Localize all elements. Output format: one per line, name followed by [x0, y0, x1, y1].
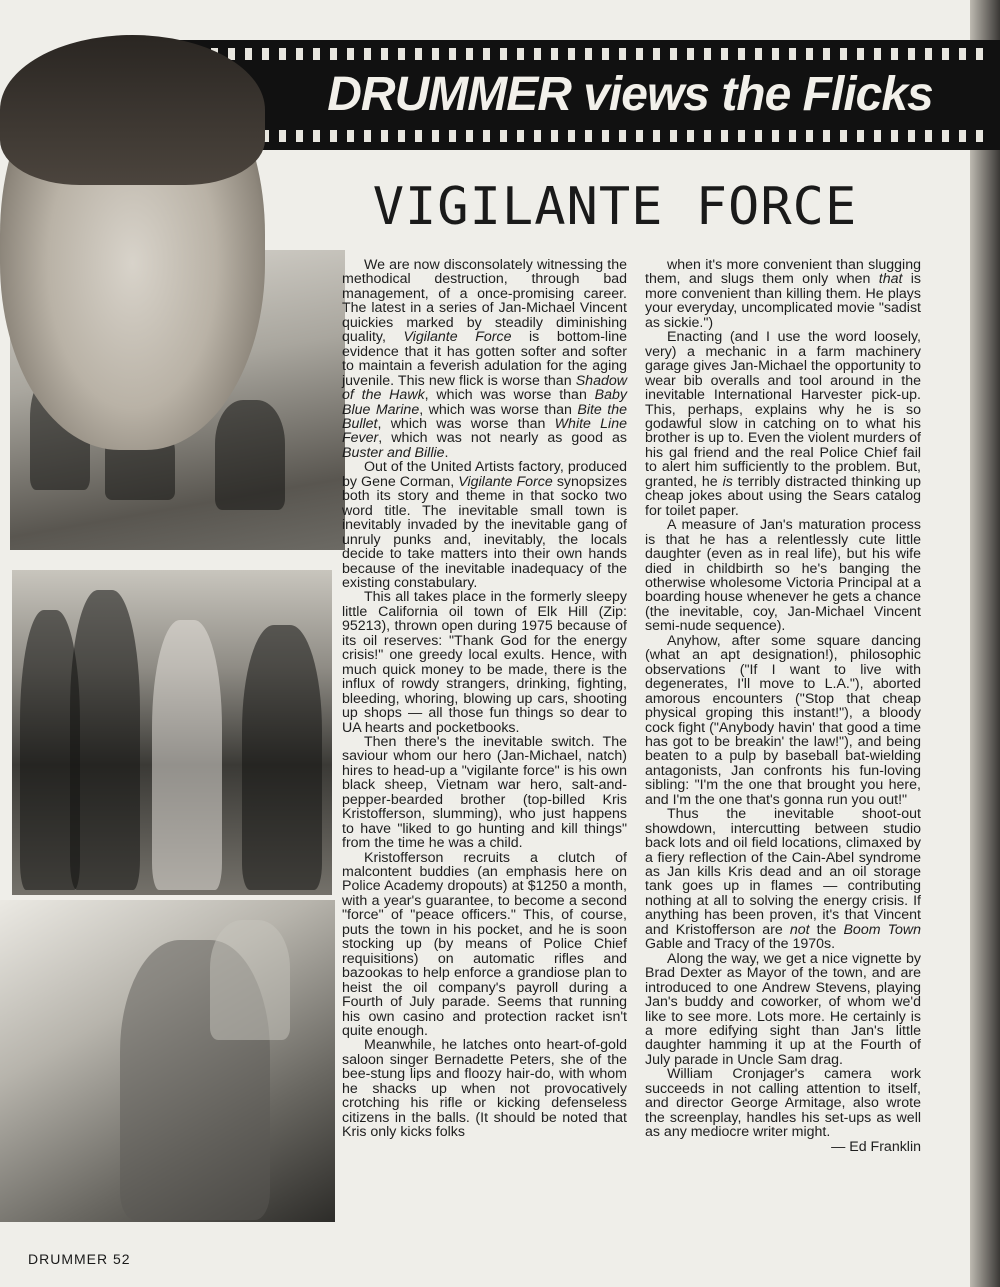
article-column-1 [342, 258, 627, 1140]
film-strip-header [150, 40, 1000, 150]
article-paragraph: William Cronjager's camera work succeeds in not calling attention to itself, and director George Armitage, also wrote the screenplay, handles his set-ups as well as any mediocre writer might. [645, 1066, 921, 1141]
article-column-2 [645, 258, 921, 1154]
article-paragraph: Then there's the inevitable switch. The saviour whom our hero (Jan-Michael, natch) hires to head-up a "vigilante force" is his own black sheep, Vietnam war hero, salt-and-pepper-bearded brother (top-billed Kris Kristofferson, slumming), who just happens to have "liked to go hunting and kill things" from the time he was a child. [342, 733, 627, 852]
page-footer: DRUMMER 52 [28, 1251, 131, 1267]
article-paragraph: A measure of Jan's maturation process is that he has a relentlessly cute little daughter (even as in real life), but his wife died in childbirth so he's banging the otherwise wholesome Victoria Principal at a boarding house whenever he gets a chance (the inevitable, coy, Jan-Michael Vincent semi-nude sequence). [645, 517, 921, 635]
article-paragraph: Thus the inevitable shoot-out showdown, intercutting between studio back lots and oil field locations, climaxed by a fiery reflection of the Cain-Abel syndrome as Jan kills Kris dead and an oil storage tank goes up in flames — contributing nothing at all to solving the energy crisis. If anything has been proven, it's that Vincent and Kristofferson are not the Boom Town Gable and Tracy of the 1970s. [645, 806, 922, 953]
article-paragraph: when it's more convenient than slugging them, and slugs them only when that is more convenient than killing them. He plays your everyday, uncomplicated movie "sadist as sickie.") [645, 257, 921, 331]
section-title: DRUMMER views the Flicks [327, 68, 933, 121]
article-paragraph: Enacting (and I use the word loosely, very) a mechanic in a farm machinery garage gives Jan-Michael the opportunity to wear bib overalls and tool around in the inevitable International Harvester pick-up. This, perhaps, explains why he is so godawful slow in catching on to what his brother is up to. Even the violent murders of his gal friend and the real Police Chief fail to alert him sufficiently to the problem. But, granted, he is terribly distracted thinking up cheap jokes about using the Sears catalog for toilet paper. [645, 329, 921, 519]
article-paragraph: Meanwhile, he latches onto heart-of-gold saloon singer Bernadette Peters, she of the bee-stung lips and floozy hair-do, with whom he shacks up when not provocatively crotching his rifle or kicking defenseless citizens in the balls. (It should be noted that Kris only kicks folks [342, 1037, 627, 1141]
movie-still-group-scene [12, 570, 332, 895]
article-paragraph: This all takes place in the formerly sleepy little California oil town of Elk Hill (Zip: 95213), thrown open during 1975 because of its oil reserves: "Thank God for the energy crisis!" one greedy local exults. Hence, with much quick money to be made, there is the influx of rowdy strangers, drinking, fighting, bleeding, whoring, blowing up cars, shooting up shops — all those fun things so dear to UA hearts and pocketbooks. [342, 589, 627, 736]
author-byline: — Ed Franklin [831, 1138, 921, 1155]
movie-still-bedroom-scene [0, 900, 335, 1222]
article-title: VIGILANTE FORCE [372, 177, 858, 237]
article-paragraph: Out of the United Artists factory, produced by Gene Corman, Vigilante Force synopsizes both its story and theme in that socko two word title. The inevitable small town is inevitably invaded by the inevitable gang of unruly punks and, inevitably, the locals decide to take matters into their own hands because of the inevitable inadequacy of the existing constabulary. [342, 459, 628, 591]
article-paragraph: Anyhow, after some square dancing (what an apt designation!), philosophic observations ("If I want to live with degenerates, I'll move to L.A."), aborted amorous encounters ("Stop that cheap physical groping this instant!"), a bloody cock fight ("Anybody havin' that good a time has got to be breakin' the law!"), and being beaten to a pulp by baseball bat-wielding antagonists, Jan confronts his fun-loving sibling: "I'm the one that brought you here, and I'm the one that's gonna run you out!" [645, 632, 921, 808]
article-paragraph: Along the way, we get a nice vignette by Brad Dexter as Mayor of the town, and are introduced to one Andrew Stevens, playing Jan's buddy and coworker, of whom we'd like to see more. Lots more. He certainly is a more edifying sight than Jan's little daughter hamming it up at the Fourth of July parade in Uncle Sam drag. [645, 950, 921, 1068]
film-perforations-top [160, 48, 990, 60]
film-perforations-bottom [160, 130, 990, 142]
binder-edge [970, 0, 1000, 1287]
article-paragraph: Kristofferson recruits a clutch of malcontent buddies (an emphasis here on Police Academy dropouts) at $1250 a month, with a year's guarantee, to become a second "force" of "peace officers." This, of course, puts the town in his pocket, and he is soon stocking up (by means of Police Chief requisitions) on automatic rifles and bazookas to help enforce a grandiose plan to heist the oil company's payroll during a Fourth of July parade. Seems that running his own casino and protection racket isn't quite enough. [342, 849, 627, 1040]
article-paragraph: We are now disconsolately witnessing the methodical destruction, through bad management, of a once-promising career. The latest in a series of Jan-Michael Vincent quickies marked by steadily diminishing quality, Vigilante Force is bottom-line evidence that it has gotten softer and softer to maintain a feverish adulation for the aging juvenile. This new flick is worse than Shadow of the Hawk, which was worse than Baby Blue Marine, which was worse than Bite the Bullet, which was worse than White Line Fever, which was not nearly as good as Buster and Billie. [342, 257, 628, 461]
actor-headshot-hair [0, 35, 265, 185]
